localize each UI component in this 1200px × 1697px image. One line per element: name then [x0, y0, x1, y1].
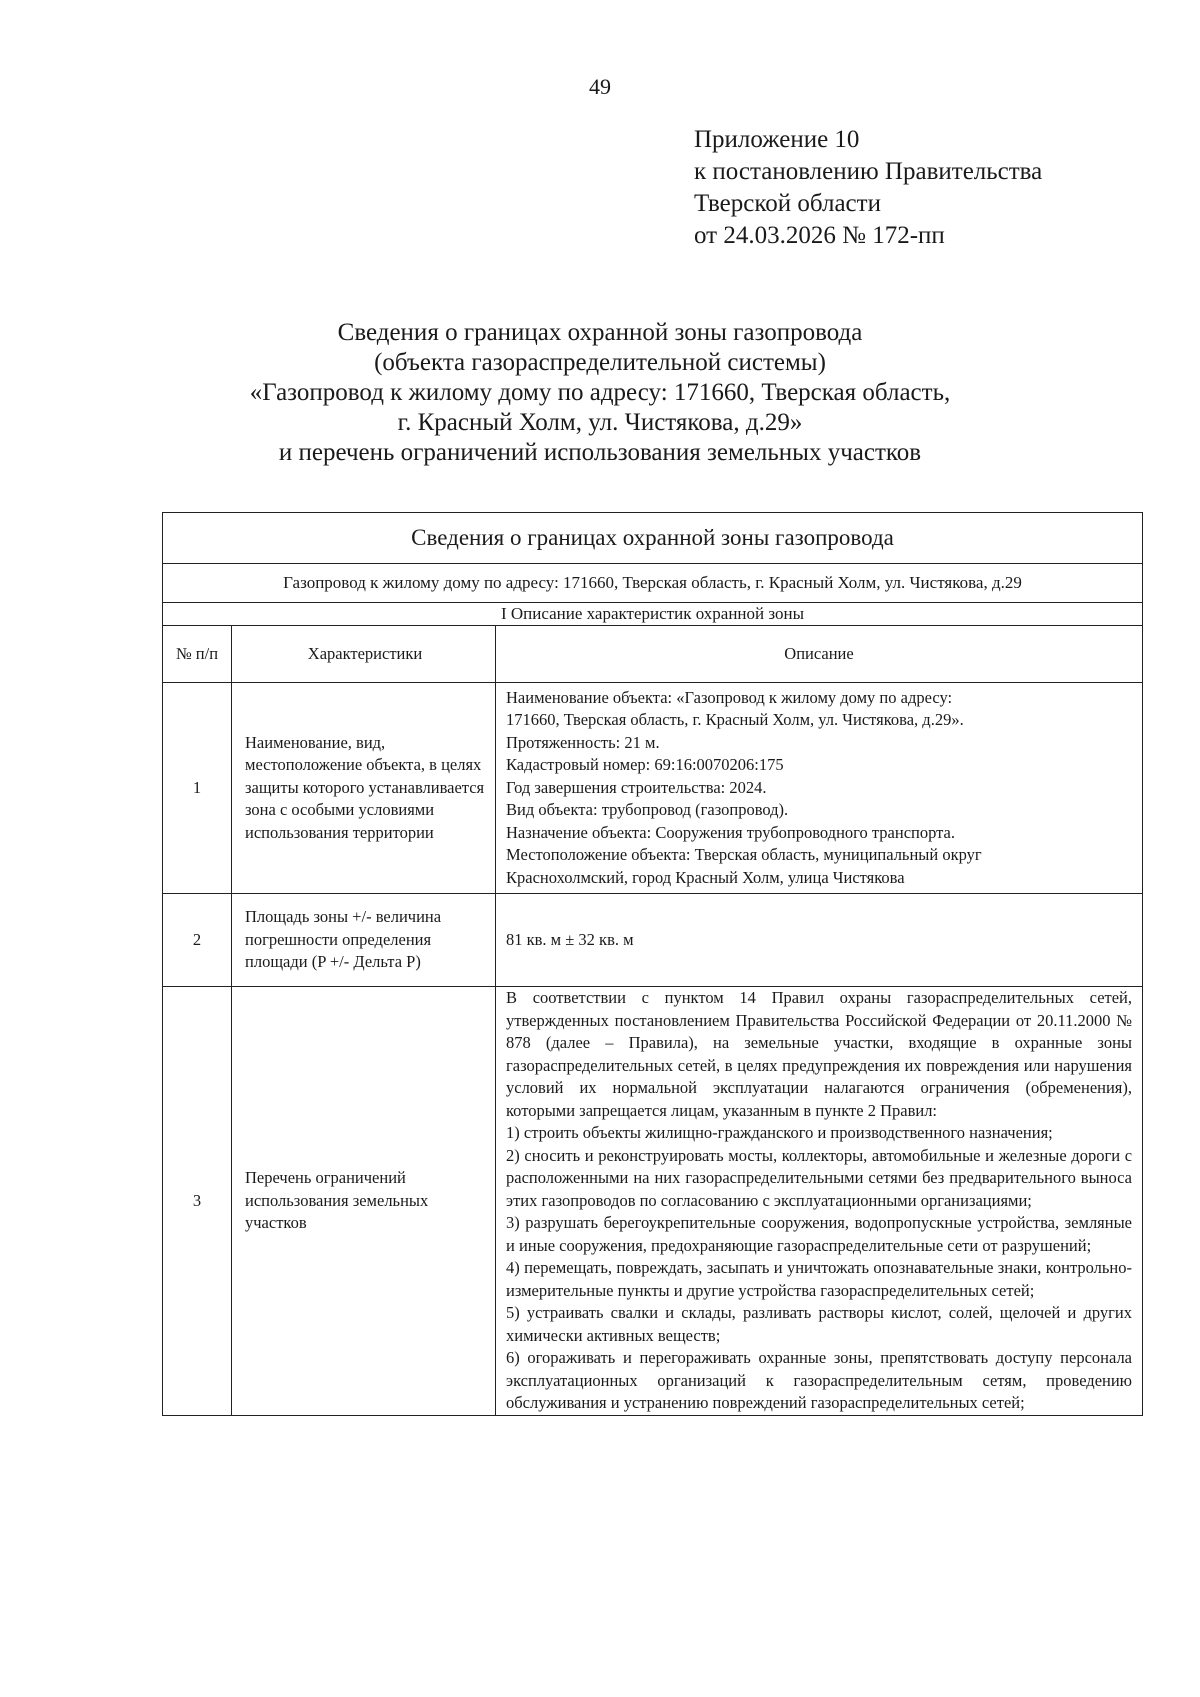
- title-line: г. Красный Холм, ул. Чистякова, д.29»: [397, 409, 803, 436]
- table-title: Сведения о границах охранной зоны газопровода: [163, 513, 1143, 564]
- restriction-item: 6) огораживать и перегораживать охранные зоны, препятствовать доступу персонала эксплуатационных организаций к газораспределительным сетям, проведению обслуживания и устранению повреждений газораспределительных сетей;: [506, 1348, 1133, 1412]
- row-characteristic: Наименование, вид, местоположение объекта, в целях защиты которого устанавливается зона с особыми условиями использования территории: [232, 683, 496, 894]
- description-line: Наименование объекта: «Газопровод к жилому дому по адресу:: [506, 687, 953, 707]
- description-line: 171660, Тверская область, г. Красный Холм, ул. Чистякова, д.29».: [506, 710, 964, 730]
- appendix-line: к постановлению Правительства: [694, 158, 1043, 185]
- appendix-line: Приложение 10: [694, 126, 860, 153]
- restriction-item: 5) устраивать свалки и склады, разливать растворы кислот, солей, щелочей и других химически активных веществ;: [506, 1303, 1133, 1345]
- description-line: Краснохолмский, город Красный Холм, улица Чистякова: [506, 867, 905, 887]
- page-number: 49: [589, 74, 611, 99]
- row-number: 3: [163, 987, 232, 1416]
- table-row: [163, 987, 1143, 1416]
- table-row: [163, 683, 1143, 894]
- description-line: Назначение объекта: Сооружения трубопроводного транспорта.: [506, 822, 955, 842]
- section-row: [163, 603, 1143, 626]
- title-line: Сведения о границах охранной зоны газопровода: [337, 319, 863, 346]
- row-description: 81 кв. м ± 32 кв. м: [496, 894, 1143, 987]
- row-number: 1: [163, 683, 232, 894]
- row-characteristic: Площадь зоны +/- величина погрешности определения площади (P +/- Дельта P): [232, 894, 496, 987]
- title-line: «Газопровод к жилому дому по адресу: 171660, Тверская область,: [249, 379, 951, 406]
- description-line: Местоположение объекта: Тверская область, муниципальный округ: [506, 845, 982, 865]
- restriction-item: 4) перемещать, повреждать, засыпать и уничтожать опознавательные знаки, контрольно-измерительные пункты и другие устройства газораспределительных сетей;: [506, 1258, 1133, 1300]
- header-characteristics: Характеристики: [232, 626, 496, 683]
- title-line: (объекта газораспределительной системы): [374, 349, 826, 376]
- description-line: Кадастровый номер: 69:16:0070206:175: [506, 755, 784, 775]
- row-characteristic: Перечень ограничений использования земельных участков: [232, 987, 496, 1416]
- title-line: и перечень ограничений использования земельных участков: [278, 439, 922, 466]
- description-line: Вид объекта: трубопровод (газопровод).: [506, 800, 789, 820]
- row-description: [496, 987, 1143, 1416]
- description-line: Протяженность: 21 м.: [506, 732, 660, 752]
- row-number: 2: [163, 894, 232, 987]
- protection-zone-table: [162, 512, 1143, 1416]
- object-name-row: [163, 564, 1143, 603]
- section-title: I Описание характеристик охранной зоны: [163, 603, 1143, 626]
- appendix-block: [694, 124, 1042, 252]
- header-num: № п/п: [163, 626, 232, 683]
- object-name: Газопровод к жилому дому по адресу: 171660, Тверская область, г. Красный Холм, ул. Чистякова, д.29: [163, 564, 1143, 603]
- header-description: Описание: [496, 626, 1143, 683]
- document-title: [0, 318, 1200, 468]
- restriction-item: 2) сносить и реконструировать мосты, коллекторы, автомобильные и железные дороги с расположенными на них газораспределительными сетями без предварительного выноса этих газопроводов по согласованию с эксплуатационными организациями;: [506, 1145, 1133, 1210]
- table-row: [163, 894, 1143, 987]
- restriction-item: 1) строить объекты жилищно-гражданского и производственного назначения;: [506, 1123, 1053, 1142]
- restriction-item: 3) разрушать берегоукрепительные сооружения, водопропускные устройства, земляные и иные сооружения, предохраняющие газораспределительные сети от разрушений;: [506, 1213, 1133, 1255]
- table-title-row: [163, 513, 1143, 564]
- table-header-row: [163, 626, 1143, 683]
- description-line: Год завершения строительства: 2024.: [506, 777, 767, 797]
- appendix-line: Тверской области: [694, 190, 881, 217]
- restrictions-intro: В соответствии с пунктом 14 Правил охраны газораспределительных сетей, утвержденных постановлением Правительства Российской Федерации от 20.11.2000 № 878 (далее – Правила), на земельные участки, входящие в охранные зоны газораспределительных сетей, в целях предупреждения их повреждения или нарушения условий их нормальной эксплуатации налагаются ограничения (обременения), которыми запрещается лицам, указанным в пункте 2 Правил:: [506, 988, 1133, 1120]
- appendix-line: от 24.03.2026 № 172-пп: [694, 222, 945, 249]
- row-description: [496, 683, 1143, 894]
